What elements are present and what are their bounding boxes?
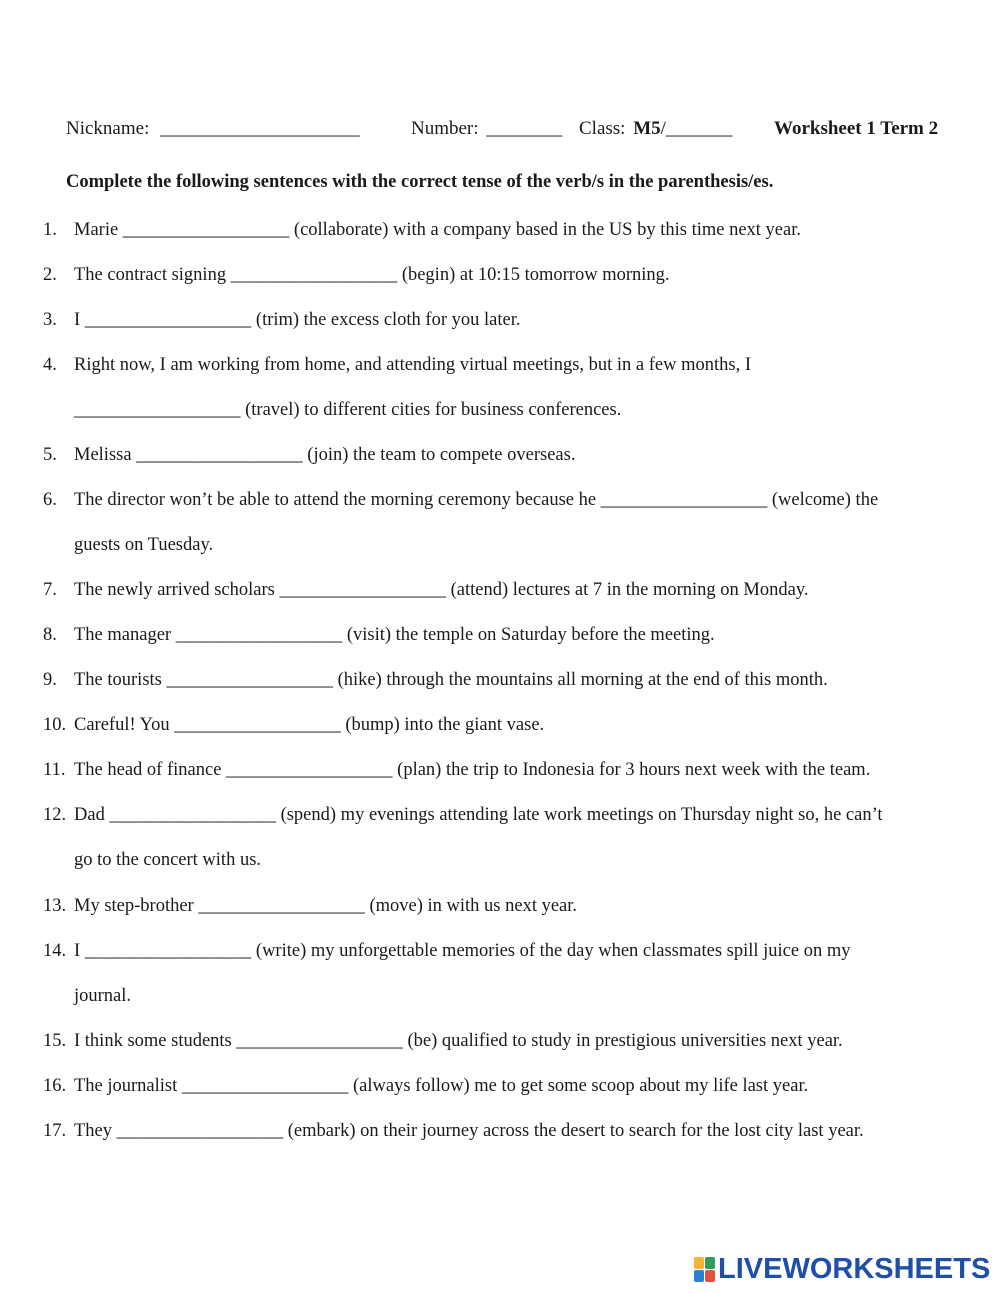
question-number: 7.	[43, 580, 57, 600]
question-text: The journalist __________________ (always follow) me to get some scoop about my life last year.	[74, 1076, 809, 1096]
question-number: 15.	[43, 1031, 67, 1051]
number-field	[411, 118, 562, 140]
logo-text: LIVEWORKSHEETS	[718, 1252, 991, 1285]
question-text: Right now, I am working from home, and attending virtual meetings, but in a few months, I	[74, 355, 752, 375]
question-number: 12.	[43, 805, 67, 825]
question-text: The manager __________________ (visit) the temple on Saturday before the meeting.	[74, 625, 715, 645]
question-12-continued: go to the concert with us.	[74, 850, 262, 870]
question-4-continued: __________________ (travel) to different cities for business conferences.	[74, 400, 622, 420]
question-text: The newly arrived scholars __________________ (attend) lectures at 7 in the morning on Monday.	[74, 580, 809, 600]
question-15	[43, 1031, 843, 1052]
instructions: Complete the following sentences with the correct tense of the verb/s in the parenthesis/es.	[66, 172, 774, 192]
question-text: The tourists __________________ (hike) through the mountains all morning at the end of this month.	[74, 670, 828, 690]
question-text: I __________________ (trim) the excess cloth for you later.	[74, 310, 521, 330]
question-text: My step-brother __________________ (move) in with us next year.	[74, 896, 578, 916]
question-number: 13.	[43, 896, 67, 916]
number-label: Number:	[411, 118, 479, 139]
question-number: 1.	[43, 220, 57, 240]
question-11	[43, 760, 870, 781]
question-7	[43, 580, 809, 601]
question-16	[43, 1076, 808, 1097]
question-14-continued: journal.	[74, 986, 132, 1006]
question-number: 5.	[43, 445, 57, 465]
number-blank[interactable]: ________	[486, 118, 563, 139]
question-text: I __________________ (write) my unforgettable memories of the day when classmates spill juice on my	[74, 941, 851, 961]
question-4	[43, 355, 751, 376]
logo-mark-tile	[705, 1257, 715, 1269]
question-text: The contract signing __________________ (begin) at 10:15 tomorrow morning.	[74, 265, 670, 285]
question-13	[43, 896, 577, 917]
question-text: Careful! You __________________ (bump) into the giant vase.	[74, 715, 545, 735]
class-label: Class:	[579, 118, 626, 139]
question-3	[43, 310, 520, 331]
question-10	[43, 715, 544, 736]
question-number: 17.	[43, 1121, 67, 1141]
question-number: 11.	[43, 760, 66, 780]
nickname-field	[66, 118, 360, 140]
worksheet-title: Worksheet 1 Term 2	[774, 118, 939, 139]
question-number: 2.	[43, 265, 57, 285]
liveworksheets-logo	[694, 1254, 990, 1284]
question-number: 14.	[43, 941, 67, 961]
question-text: Melissa __________________ (join) the team to compete overseas.	[74, 445, 576, 465]
question-6	[43, 490, 878, 511]
question-number: 8.	[43, 625, 57, 645]
question-number: 9.	[43, 670, 57, 690]
question-text: I think some students __________________ (be) qualified to study in prestigious universities next year.	[74, 1031, 843, 1051]
logo-mark-tile	[705, 1270, 715, 1282]
class-blank[interactable]: /_______	[660, 118, 733, 139]
nickname-blank[interactable]: _____________________	[160, 118, 360, 139]
question-number: 10.	[43, 715, 67, 735]
question-text: They __________________ (embark) on their journey across the desert to search for the lost city last year.	[74, 1121, 864, 1141]
question-text: The head of finance __________________ (plan) the trip to Indonesia for 3 hours next week with the team.	[74, 760, 871, 780]
question-1	[43, 220, 801, 241]
question-number: 16.	[43, 1076, 67, 1096]
class-field	[579, 118, 732, 140]
question-17	[43, 1121, 864, 1142]
nickname-label: Nickname:	[66, 118, 150, 139]
question-14	[43, 941, 851, 962]
question-5	[43, 445, 575, 466]
logo-mark-tile	[694, 1257, 704, 1269]
question-12	[43, 805, 883, 826]
question-8	[43, 625, 715, 646]
question-number: 6.	[43, 490, 57, 510]
question-number: 4.	[43, 355, 57, 375]
question-number: 3.	[43, 310, 57, 330]
logo-mark-tile	[694, 1270, 704, 1282]
question-2	[43, 265, 670, 286]
class-value: M5	[633, 118, 661, 139]
question-text: Marie __________________ (collaborate) with a company based in the US by this time next year.	[74, 220, 801, 240]
question-text: The director won’t be able to attend the morning ceremony because he __________________ (welcome) the	[74, 490, 879, 510]
question-6-continued: guests on Tuesday.	[74, 535, 214, 555]
question-9	[43, 670, 828, 691]
question-text: Dad __________________ (spend) my evenings attending late work meetings on Thursday night so, he can’t	[74, 805, 883, 825]
liveworksheets-logo-icon	[694, 1257, 714, 1281]
